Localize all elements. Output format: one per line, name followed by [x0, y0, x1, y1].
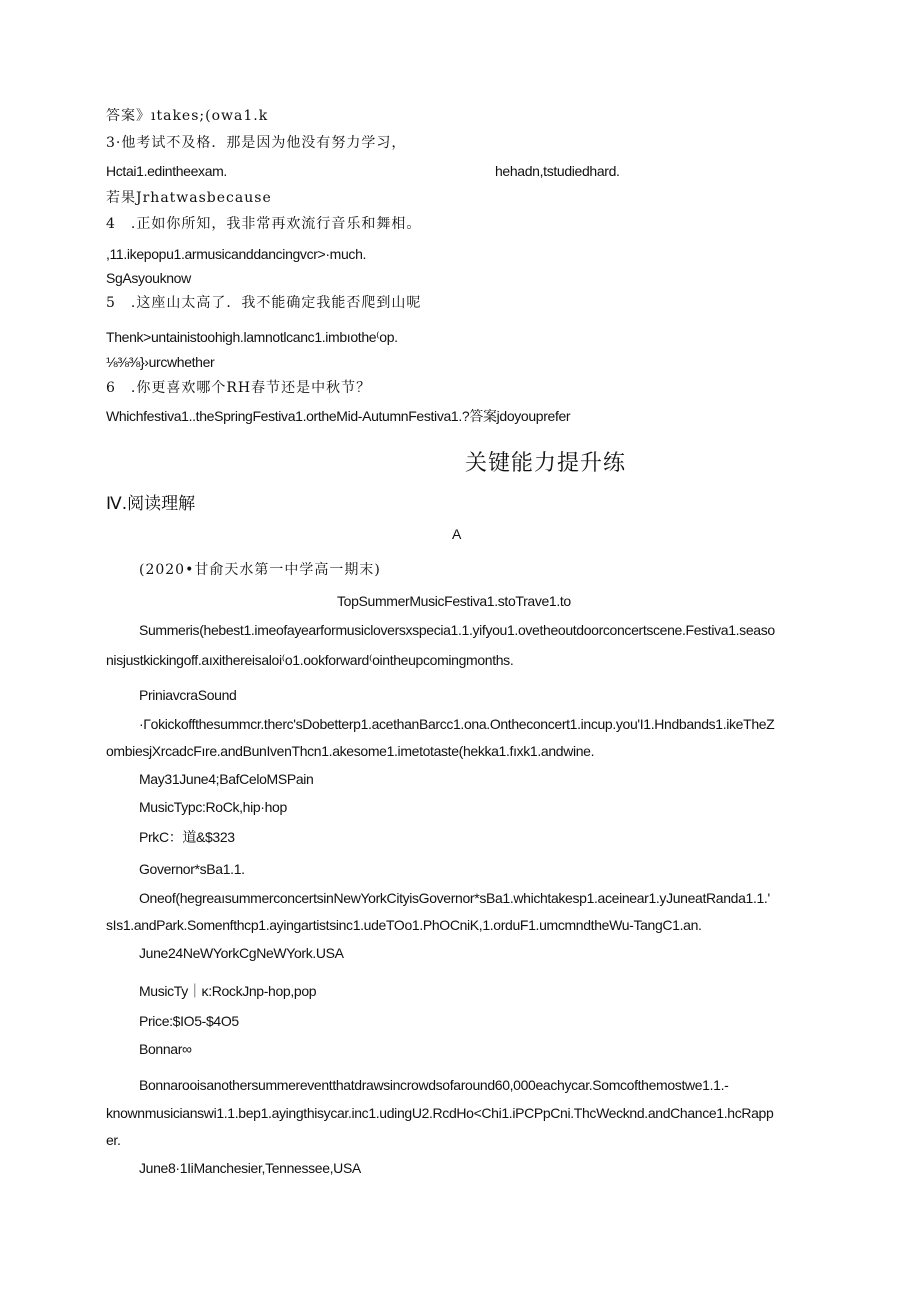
passage-label: A	[452, 526, 461, 542]
answer-line-5: ⅛⅜⅜}›urcwhether	[106, 354, 215, 370]
festival-3-name: Bonnar∞	[139, 1041, 192, 1057]
festival-3-date: June8·1IiManchesier,Tennessee,USA	[139, 1160, 361, 1176]
question-4-chinese: 4 .正如你所知，我非常再欢流行音乐和舞相。	[106, 216, 422, 232]
festival-1-desc-1: ·Γokickoffthesummcr.therc'sDobetterp1.acethanBarcc1.ona.Ontheconcert1.incup.you'I1.Hndbands1.ikeTheZ	[139, 716, 775, 732]
question-3-english-a: Hctai1.edintheexam.	[106, 163, 227, 179]
festival-1-date: May31June4;BafCeloMSPain	[139, 771, 314, 787]
festival-1-desc-2: ombiesjXrcadcFıre.andBunIvenThcn1.akesome1.imetotaste(hekka1.fıxk1.andwine.	[106, 743, 595, 759]
question-6-english: Whichfestiva1..theSpringFestiva1.ortheMid-AutumnFestiva1.?答案jdoyouprefer	[106, 408, 571, 424]
question-6-chinese: 6 .你更喜欢哪个RH春节还是中秋节？	[106, 380, 372, 396]
answer-line-1: 答案》ıtakes;(owa1.k	[106, 108, 269, 124]
question-4-english: ,11.ikepopu1.armusicanddancingvcr>·much.	[106, 246, 367, 262]
passage-source: (2020•甘俞天水第一中学高一期末)	[139, 562, 381, 578]
festival-2-desc-2: sIs1.andPark.Somenfthcp1.ayingartistsinc1.udeTOo1.PhOCniK,1.orduF1.umcmndtheWu-TangC1.an.	[106, 917, 702, 933]
festival-2-desc-1: Oneof(hegreaısummerconcertsinNewYorkCityisGovernor*sBa1.whichtakesp1.aceinear1.yJuneatRanda1.1.'	[139, 890, 770, 906]
intro-line-2: nisjustkickingoff.aıxithereisaloi⁽o1.ookforward⁽ointheupcomingmonths.	[106, 652, 514, 668]
festival-2-date: June24NeWYorkCgNeWYork.USA	[139, 945, 344, 961]
festival-2-name: Governor*sBa1.1.	[139, 861, 245, 877]
festival-1-type: MusicTypc:RoCk,hip·hop	[139, 799, 287, 815]
intro-line-1: Summeris(hebest1.imeofayearformusicloversxspecia1.1.yifyou1.ovetheoutdoorconcertscene.Festiva1.seaso	[139, 622, 775, 638]
question-3-english-b: hehadn,tstudiedhard.	[495, 163, 620, 179]
part-heading: Ⅳ.阅读理解	[106, 494, 196, 514]
festival-1-price: PrkC：道&$323	[139, 829, 235, 845]
festival-3-desc-2: knownmusicianswi1.1.bep1.ayingthisycar.inc1.udingU2.RcdHo<Chi1.iPCPpCni.ThcWecknd.andChance1.hcRapp	[106, 1105, 774, 1121]
festival-2-type: MusicTy｜ĸ:RockJnp-hop,pop	[139, 983, 317, 999]
article-title: TopSummerMusicFestiva1.stoTrave1.to	[337, 593, 571, 609]
festival-3-desc-1: Bonnarooisanothersummereventthatdrawsincrowdsofaround60,000eachycar.Somcofthemostwe1.1.-	[139, 1077, 729, 1093]
question-5-english: Thenk>untainistoohigh.lamnotlcanc1.imbıothe⁽op.	[106, 329, 398, 345]
question-3-chinese: 3·他考试不及格．那是因为他没有努力学习，	[106, 135, 407, 151]
festival-2-price: Price:$IO5-$4O5	[139, 1013, 239, 1029]
answer-line-3: 若果Jrhatwasbecause	[106, 190, 272, 206]
festival-1-name: PriniavcraSound	[139, 687, 237, 703]
section-title: 关键能力提升练	[465, 451, 627, 476]
festival-3-desc-3: er.	[106, 1132, 121, 1148]
question-5-chinese: 5 .这座山太高了．我不能确定我能否爬到山呢	[106, 295, 422, 311]
answer-line-4: SgAsyouknow	[106, 270, 191, 286]
